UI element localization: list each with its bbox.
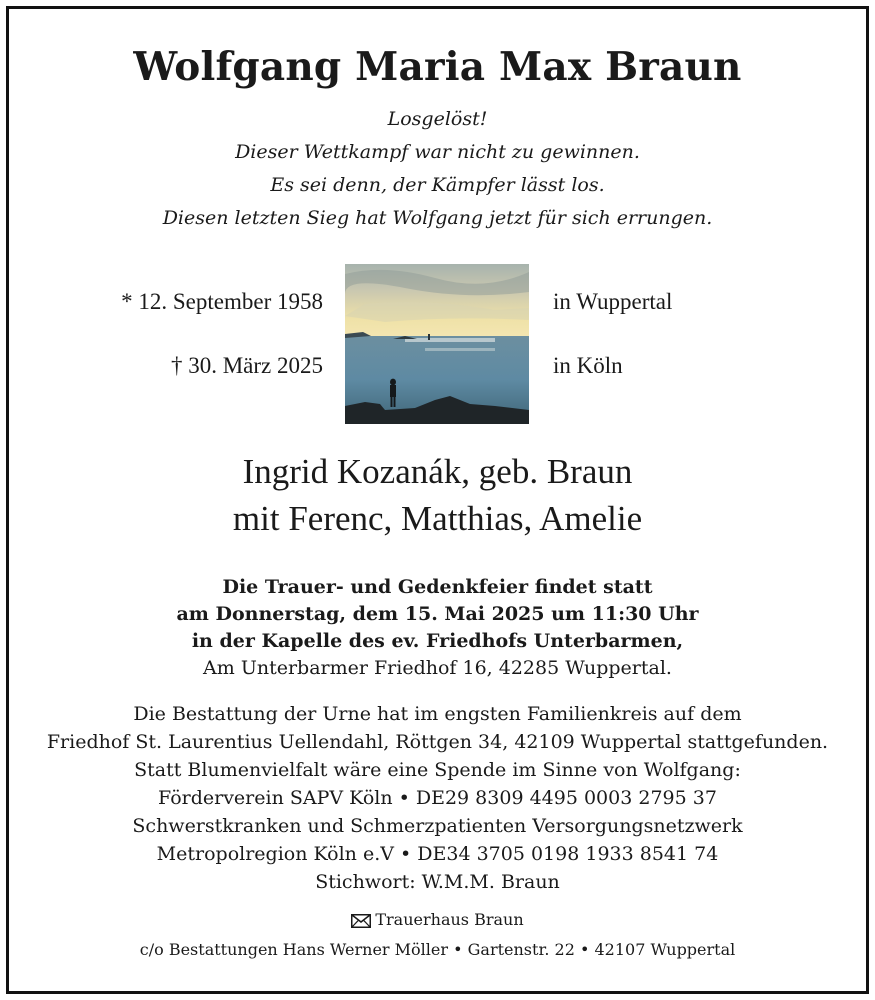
birth-date: * 12. September 1958 <box>121 289 323 314</box>
burial-and-donation-details <box>0 700 875 896</box>
ceremony-line: am Donnerstag, dem 15. Mai 2025 um 11:30 Uhr <box>176 603 699 625</box>
life-dates <box>0 264 875 424</box>
seaside-silhouette-photo <box>345 264 529 424</box>
detail-line: Die Bestattung der Urne hat im engsten Familienkreis auf dem <box>133 703 742 725</box>
mourning-family <box>0 448 875 542</box>
detail-line: Metropolregion Köln e.V • DE34 3705 0198 1933 8541 74 <box>156 843 719 865</box>
contact-address: c/o Bestattungen Hans Werner Möller • Gartenstr. 22 • 42107 Wuppertal <box>139 940 736 959</box>
detail-line: Friedhof St. Laurentius Uellendahl, Röttgen 34, 42109 Wuppertal stattgefunden. <box>46 731 829 753</box>
deceased-name: Wolfgang Maria Max Braun <box>133 44 742 90</box>
contact-label: Trauerhaus Braun <box>375 910 524 929</box>
death-date: † 30. März 2025 <box>170 353 323 378</box>
detail-line: Schwerstkranken und Schmerzpatienten Versorgungsnetzwerk <box>132 815 743 837</box>
detail-line: Statt Blumenvielfalt wäre eine Spende im Sinne von Wolfgang: <box>134 759 741 781</box>
birth-place: in Wuppertal <box>553 289 673 314</box>
family-line: mit Ferenc, Matthias, Amelie <box>232 499 643 538</box>
ceremony-line: in der Kapelle des ev. Friedhofs Unterbarmen, <box>191 630 684 652</box>
family-line: Ingrid Kozanák, geb. Braun <box>242 452 633 491</box>
poem-line: Diesen letzten Sieg hat Wolfgang jetzt für sich errungen. <box>162 207 713 229</box>
poem-line: Dieser Wettkampf war nicht zu gewinnen. <box>235 141 640 163</box>
poem <box>0 103 875 235</box>
contact-line <box>0 906 875 936</box>
ceremony-info <box>0 574 875 682</box>
contact-info <box>0 906 875 963</box>
ceremony-line: Die Trauer- und Gedenkfeier findet statt <box>222 576 653 598</box>
detail-line: Stichwort: W.M.M. Braun <box>315 871 560 893</box>
detail-line: Förderverein SAPV Köln • DE29 8309 4495 0003 2795 37 <box>158 787 717 809</box>
envelope-icon <box>351 909 371 936</box>
poem-line: Losgelöst! <box>387 108 488 130</box>
poem-line: Es sei denn, der Kämpfer lässt los. <box>270 174 605 196</box>
ceremony-address: Am Unterbarmer Friedhof 16, 42285 Wuppertal. <box>203 657 672 679</box>
death-place: in Köln <box>553 353 623 378</box>
